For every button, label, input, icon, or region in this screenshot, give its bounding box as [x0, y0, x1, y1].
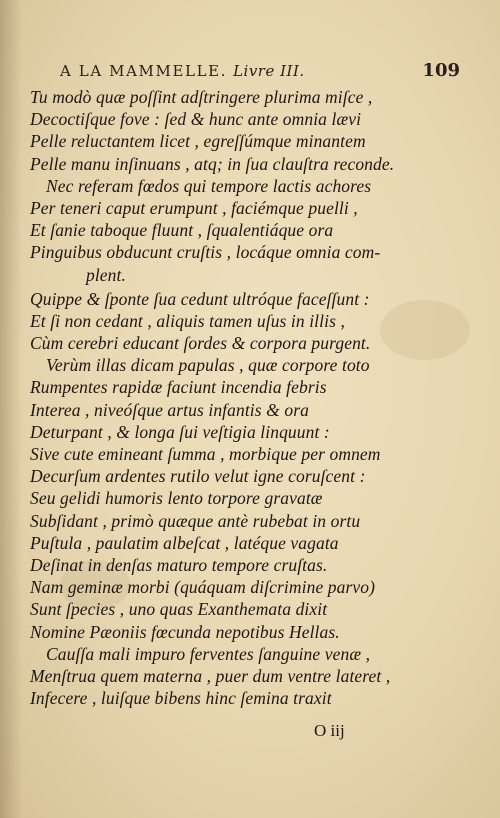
- verse-line-turnover: plent.: [86, 264, 126, 285]
- verse-line: Infecere , luiſque bibens hinc ſemina traxit: [30, 688, 332, 709]
- verse-line: Tu modò quæ poſſint adſtringere plurima miſce ,: [30, 87, 373, 107]
- verse-line: Pinguibus obducunt cruſtis , locáque omnia com-: [30, 242, 381, 263]
- verse-line: Menſtrua quem materna , puer dum ventre lateret ,: [30, 665, 391, 686]
- verse-line: Per teneri caput erumpunt , faciémque puelli ,: [30, 197, 358, 218]
- verse-line: Sive cute emineant ſumma , morbique per omnem: [30, 444, 381, 464]
- verse-line: Sunt ſpecies , uno quas Exanthemata dixit: [30, 599, 328, 620]
- verse-line: Nomine Pæoniis fœcunda nepotibus Hellas.: [30, 621, 340, 642]
- signature-mark: O iij: [314, 721, 345, 740]
- verse-line: Deſinat in denſas maturo tempore cruſtas.: [30, 554, 328, 575]
- verse-line: Cùm cerebri educant ſordes & corpora purgent.: [30, 333, 371, 354]
- verse-line: Quippe & ſponte ſua cedunt ultróque faceſſunt :: [30, 288, 370, 309]
- verse-line: Pelle manu inſinuans , atq; in ſua clauſtra reconde.: [30, 153, 395, 174]
- verse-line: Decoctiſque fove : ſed & hunc ante omnia lævi: [30, 109, 362, 130]
- verse-line: Pelle reluctantem licet , egreſſúmque minantem: [30, 131, 366, 152]
- verse-line: Et ſanie taboque fluunt , ſqualentiáque ora: [30, 220, 334, 241]
- running-title-text: A LA MAMMELLE.: [60, 62, 228, 80]
- gutter-shadow: [0, 0, 22, 818]
- verse-text: [30, 86, 475, 709]
- verse-line: Nec referam fœdos qui tempore lactis achores: [46, 175, 372, 196]
- verse-line: Nam geminæ morbi (quáquam diſcrimine parvo): [30, 577, 376, 598]
- verse-line: Deturpant , & longa ſui veſtigia linquunt :: [30, 421, 330, 442]
- verse-line: Verùm illas dicam papulas , quæ corpore toto: [46, 355, 370, 376]
- verse-line: Rumpentes rapidæ faciunt incendia febris: [30, 377, 327, 398]
- running-title: [60, 62, 305, 80]
- verse-line: Puſtula , paulatim albeſcat , latéque vagata: [30, 532, 339, 553]
- verse-line: Interea , niveóſque artus infantis & ora: [30, 399, 309, 420]
- verse-line: Et ſi non cedant , aliquis tamen uſus in illis ,: [30, 310, 345, 331]
- verse-line: Seu gelidi humoris lento torpore gravatæ: [30, 488, 323, 509]
- verse-line: Subſidant , primò quæque antè rubebat in ortu: [30, 510, 361, 531]
- verse-line: Cauſſa mali impuro ferventes ſanguine venæ ,: [46, 643, 371, 664]
- page-number: 109: [422, 60, 460, 81]
- book-number: Livre III.: [233, 62, 305, 80]
- verse-line: Decurſum ardentes rutilo velut igne coruſcent :: [30, 466, 366, 487]
- page-header: [60, 62, 460, 84]
